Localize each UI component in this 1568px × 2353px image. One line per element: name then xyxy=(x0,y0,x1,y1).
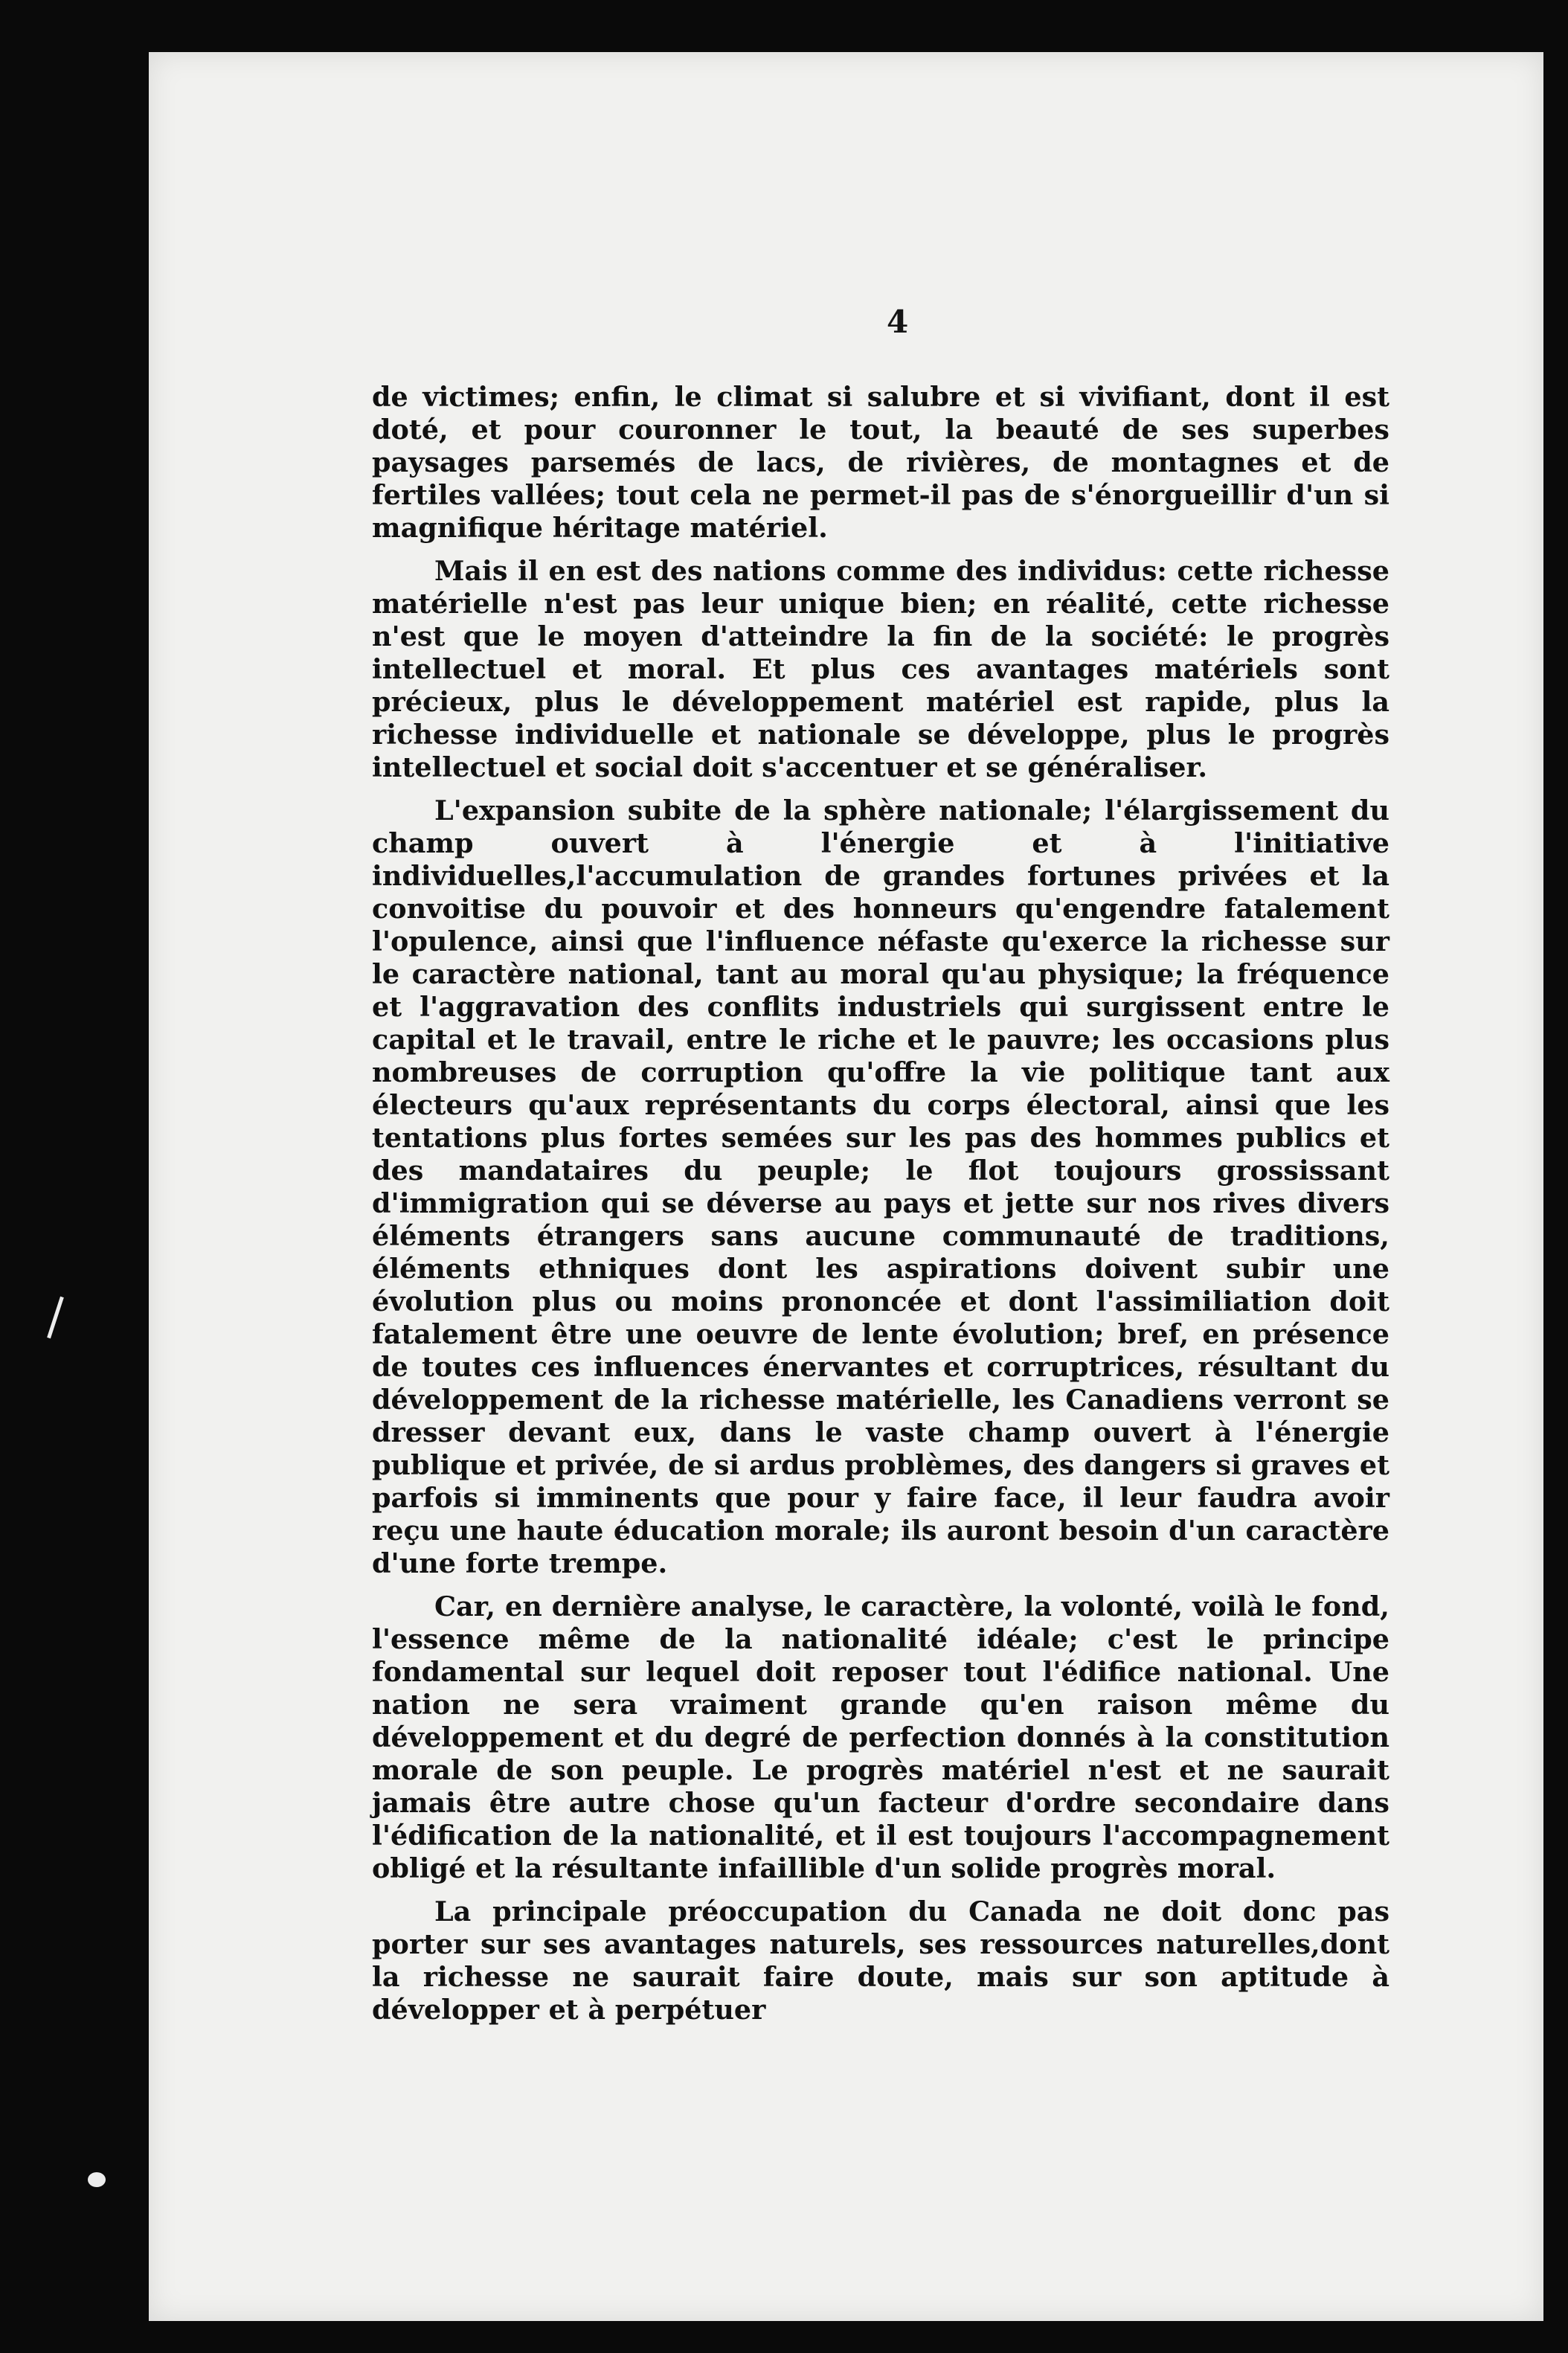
paragraph-2: Mais il en est des nations comme des individus: cette richesse matérielle n'est pas leur unique bien; en réalité, cette richesse n'est que le moyen d'atteindre la fin de la société: le progrès intellectuel et moral. Et plus ces avantages matériels sont précieux, plus le développement matériel est rapide, plus la richesse individuelle et nationale se développe, plus le progrès intellectuel et social doit s'accentuer et se généraliser. xyxy=(372,555,1389,783)
paragraph-3: L'expansion subite de la sphère nationale; l'élargissement du champ ouvert à l'énergie et à l'initiative individuelles,l'accumulation de grandes fortunes privées et la convoitise du pouvoir et des honneurs qu'engendre fatalement l'opulence, ainsi que l'influence néfaste qu'exerce la richesse sur le caractère national, tant au moral qu'au physique; la fréquence et l'aggravation des conflits industriels qui surgissent entre le capital et le travail, entre le riche et le pauvre; les occasions plus nombreuses de corruption qu'offre la vie politique tant aux électeurs qu'aux représentants du corps électoral, ainsi que les tentations plus fortes semées sur les pas des hommes publics et des mandataires du peuple; le flot toujours grossissant d'immigration qui se déverse au pays et jette sur nos rives divers éléments étrangers sans aucune communauté de traditions, éléments ethniques dont les aspirations doivent subir une évolution plus ou moins prononcée et dont l'assimiliation doit fatalement être une oeuvre de lente évolution; bref, en présence de toutes ces influences énervantes et corruptrices, résultant du développement de la richesse matérielle, les Canadiens verront se dresser devant eux, dans le vaste champ ouvert à l'énergie publique et privée, de si ardus problèmes, des dangers si graves et parfois si imminents que pour y faire face, il leur faudra avoir reçu une haute éducation morale; ils auront besoin d'un caractère d'une forte trempe. xyxy=(372,795,1389,1579)
paragraph-5: La principale préoccupation du Canada ne doit donc pas porter sur ses avantages naturels, ses ressources naturelles,dont la richesse ne saurait faire doute, mais sur son aptitude à développer et à perpétuer xyxy=(372,1895,1389,2026)
left-edge-mark xyxy=(47,1297,64,1339)
left-edge-smudge xyxy=(88,2172,106,2187)
paragraph-4: Car, en dernière analyse, le caractère, la volonté, voilà le fond, l'essence même de la nationalité idéale; c'est le principe fondamental sur lequel doit reposer tout l'édifice national. Une nation ne sera vraiment grande qu'en raison même du développement et du degré de perfection donnés à la constitution morale de son peuple. Le progrès matériel n'est et ne saurait jamais être autre chose qu'un facteur d'ordre secondaire dans l'édification de la nationalité, et il est toujours l'accompagnement obligé et la résultante infaillible d'un solide progrès moral. xyxy=(372,1590,1389,1884)
body-text xyxy=(372,381,1389,2037)
page-number: 4 xyxy=(887,304,909,340)
paragraph-1: de victimes; enfin, le climat si salubre et si vivifiant, dont il est doté, et pour couronner le tout, la beauté de ses superbes paysages parsemés de lacs, de rivières, de montagnes et de fertiles vallées; tout cela ne permet-il pas de s'énorgueillir d'un si magnifique héritage matériel. xyxy=(372,381,1389,544)
